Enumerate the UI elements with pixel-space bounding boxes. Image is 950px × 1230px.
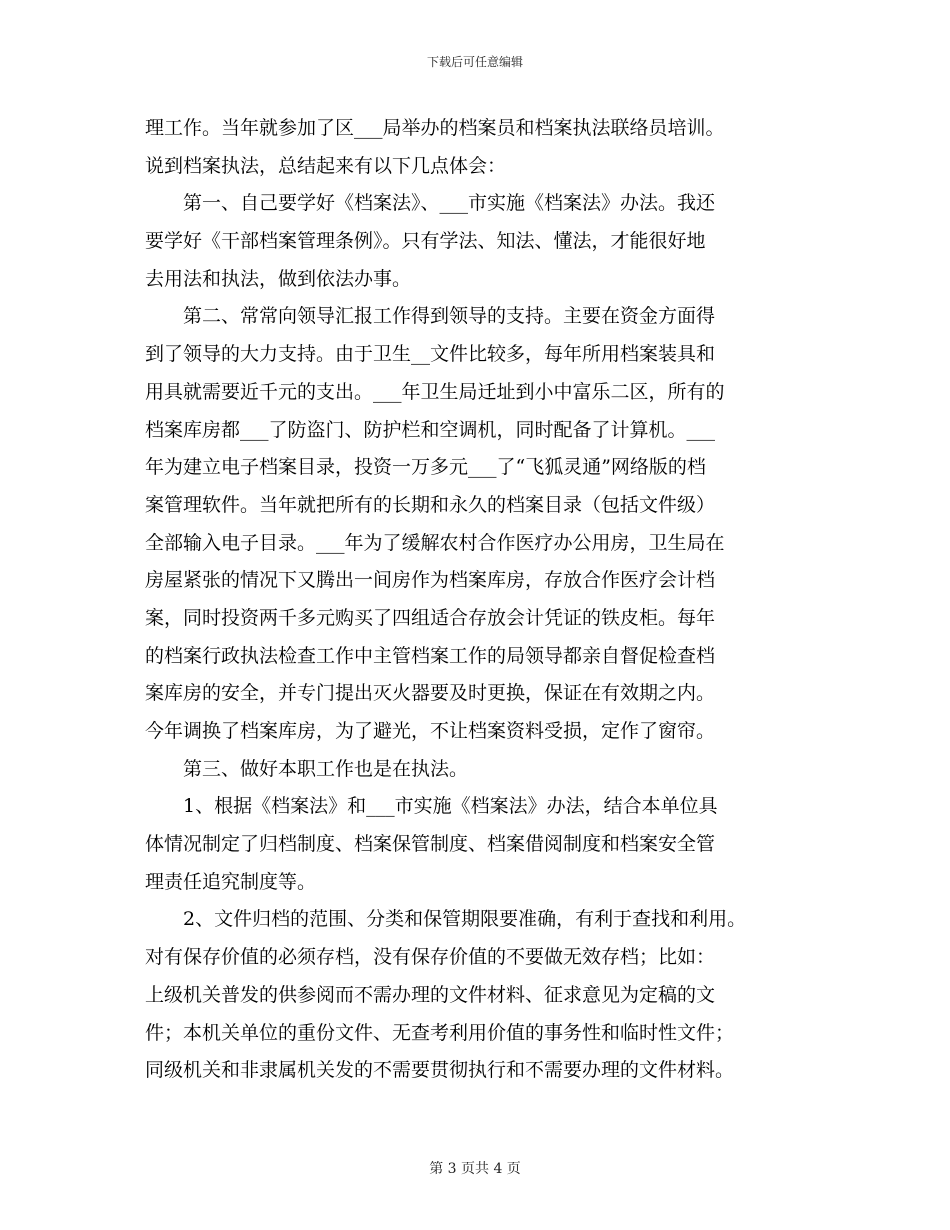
text-line: 全部输入电子目录。___年为了缓解农村合作医疗办公用房，卫生局在 <box>145 531 725 554</box>
text-line: 房屋紧张的情况下又腾出一间房作为档案库房，存放合作医疗会计档 <box>145 569 716 592</box>
text-line: 第二、常常向领导汇报工作得到领导的支持。主要在资金方面得 <box>145 305 716 328</box>
text-line: 案库房的安全，并专门提出灭火器要及时更换，保证在有效期之内。 <box>145 682 716 705</box>
text-line: 案，同时投资两千多元购买了四组适合存放会计凭证的铁皮柜。每年 <box>145 606 716 629</box>
text-line: 理责任追究制度等。 <box>145 870 317 893</box>
text-line: 年为建立电子档案目录，投资一万多元___了“飞狐灵通”网络版的档 <box>145 456 706 479</box>
text-line: 对有保存价值的必须存档，没有保存价值的不要做无效存档；比如： <box>145 946 716 969</box>
text-line: 到了领导的大力支持。由于卫生__文件比较多，每年所用档案装具和 <box>145 343 716 366</box>
text-line: 同级机关和非隶属机关发的不需要贯彻执行和不需要办理的文件材料。 <box>145 1059 735 1082</box>
text-line: 第一、自己要学好《档案法》、___市实施《档案法》办法。我还 <box>145 192 716 215</box>
text-line: 件；本机关单位的重份文件、无查考利用价值的事务性和临时性文件； <box>145 1021 735 1044</box>
text-line: 上级机关普发的供参阅而不需办理的文件材料、征求意见为定稿的文 <box>145 983 716 1006</box>
page-footer: 第 3 页共 4 页 <box>429 1161 521 1177</box>
text-line: 体情况制定了归档制度、档案保管制度、档案借阅制度和档案安全管 <box>145 833 716 856</box>
text-line: 案管理软件。当年就把所有的长期和永久的档案目录（包括文件级） <box>145 493 716 516</box>
text-line: 去用法和执法，做到依法办事。 <box>145 267 412 290</box>
text-line: 档案库房都___了防盗门、防护栏和空调机，同时配备了计算机。___ <box>145 418 716 441</box>
text-line: 的档案行政执法检查工作中主管档案工作的局领导都亲自督促检查档 <box>145 644 716 667</box>
text-line: 2、文件归档的范围、分类和保管期限要准确，有利于查找和利用。 <box>145 908 747 931</box>
text-line: 说到档案执法，总结起来有以下几点体会： <box>145 154 507 177</box>
body-text <box>145 110 835 1090</box>
text-line: 用具就需要近千元的支出。___年卫生局迁址到小中富乐二区，所有的 <box>145 380 725 403</box>
text-line: 第三、做好本职工作也是在执法。 <box>145 757 469 780</box>
page-header: 下载后可任意编辑 <box>426 55 523 69</box>
text-line: 要学好《干部档案管理条例》。只有学法、知法、懂法，才能很好地 <box>145 230 706 253</box>
text-line: 1、根据《档案法》和___市实施《档案法》办法，结合本单位具 <box>145 795 718 818</box>
text-line: 今年调换了档案库房，为了避光，不让档案资料受损，定作了窗帘。 <box>145 720 716 742</box>
text-line: 理工作。当年就参加了区___局举办的档案员和档案执法联络员培训。 <box>145 117 725 139</box>
